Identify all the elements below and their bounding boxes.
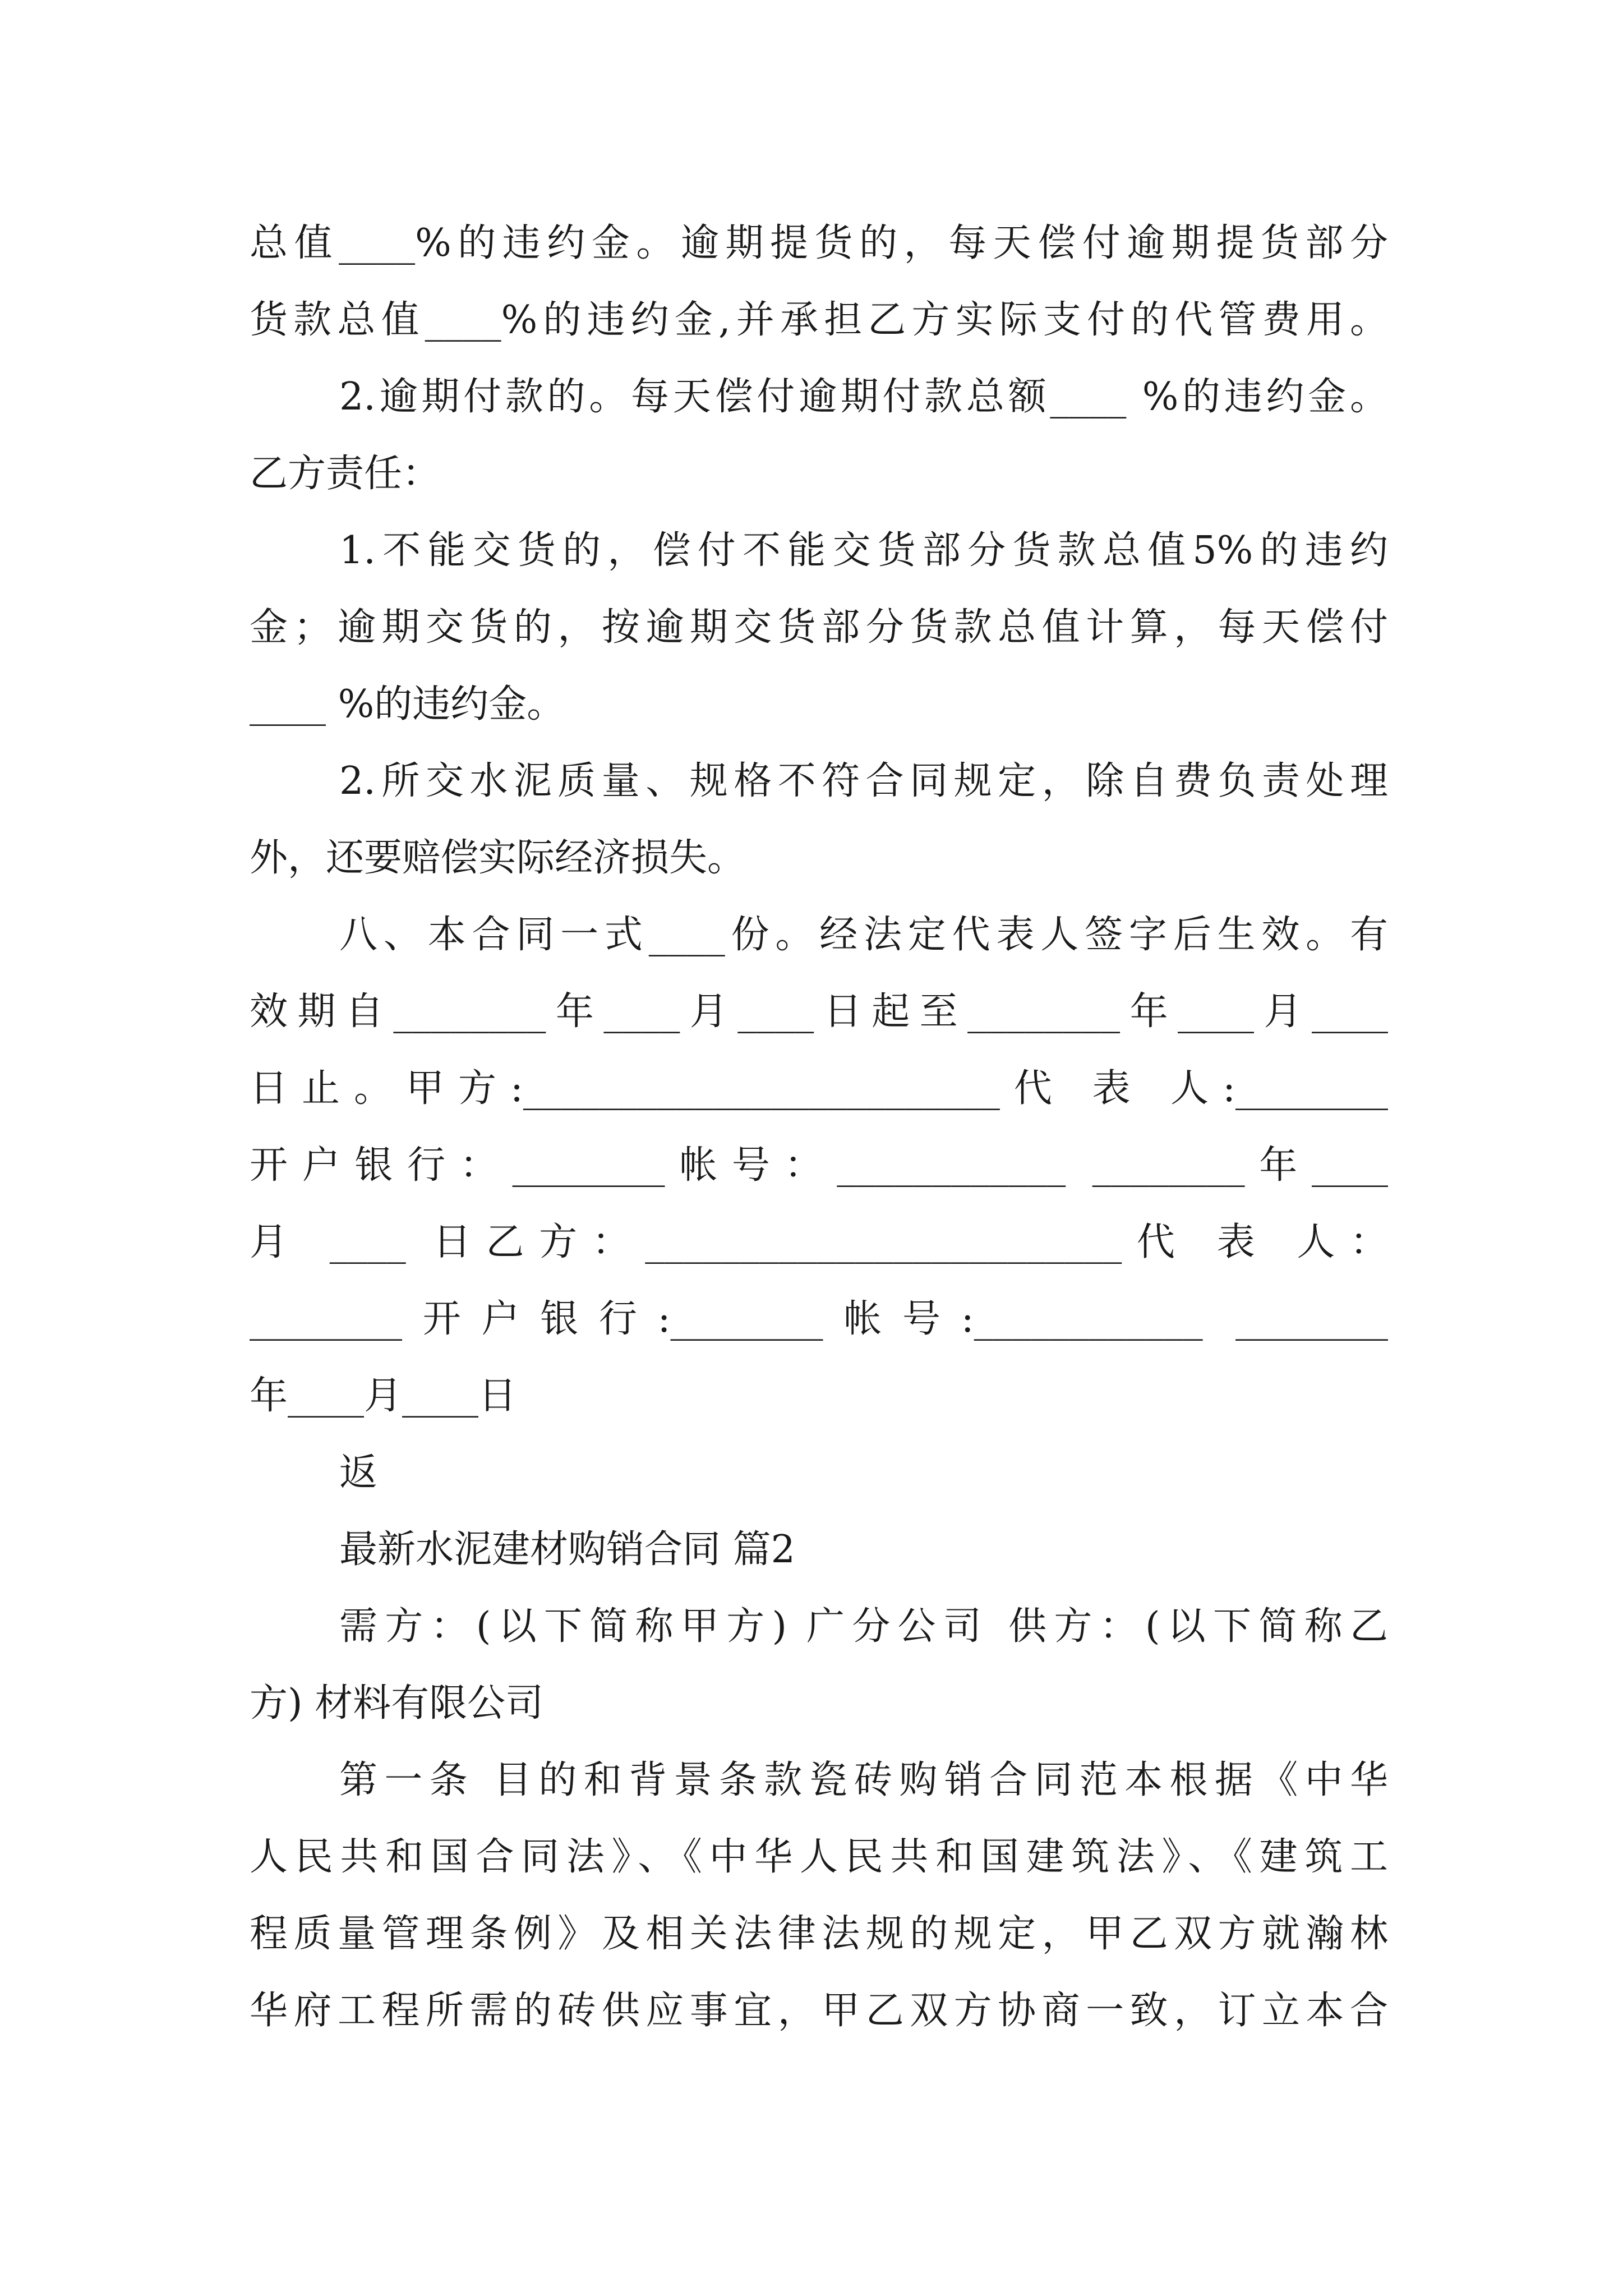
- text-line: 开户银行：________帐号：____________ ________年____: [250, 1143, 1388, 1188]
- text-line: 总值____%的违约金。逾期提货的，每天偿付逾期提货部分: [250, 221, 1388, 265]
- text-line: 2.逾期付款的。每天偿付逾期付款总额____ %的违约金。: [339, 375, 1388, 419]
- text-line: 效期自________年____月____日起至________年____月____: [250, 990, 1388, 1034]
- text-line: 程质量管理条例》及相关法律法规的规定，甲乙双方就瀚林: [250, 1912, 1388, 1956]
- text-line: 1.不能交货的，偿付不能交货部分货款总值5%的违约: [339, 528, 1388, 573]
- text-line: 方) 材料有限公司: [250, 1681, 544, 1726]
- text-line: 2.所交水泥质量、规格不符合同规定，除自费负责处理: [339, 759, 1388, 803]
- text-line: ________开户银行:________帐号:____________ ________: [250, 1297, 1388, 1341]
- text-line: 货款总值____%的违约金,并承担乙方实际支付的代管费用。: [250, 298, 1388, 342]
- text-line: 日止。甲方:_________________________代 表 人:________: [250, 1066, 1388, 1111]
- text-line: 第一条 目的和背景条款瓷砖购销合同范本根据《中华: [339, 1758, 1388, 1802]
- text-line: 年____月____日: [250, 1374, 517, 1418]
- text-line: 八、本合同一式____份。经法定代表人签字后生效。有: [339, 913, 1388, 957]
- text-line: ____ %的违约金。: [250, 682, 565, 726]
- text-line: 月 ____ 日乙方：_________________________代 表 人：: [250, 1220, 1388, 1264]
- section-title: 最新水泥建材购销合同 篇2: [339, 1527, 795, 1572]
- text-line: 需方：(以下简称甲方) 广分公司 供方：(以下简称乙: [339, 1604, 1388, 1649]
- text-line: 人民共和国合同法》、《中华人民共和国建筑法》、《建筑工: [250, 1835, 1388, 1879]
- text-line: 返: [339, 1451, 378, 1495]
- text-line: 外，还要赔偿实际经济损失。: [250, 836, 746, 880]
- text-line: 金；逾期交货的，按逾期交货部分货款总值计算，每天偿付: [250, 605, 1388, 650]
- text-line: 华府工程所需的砖供应事宜，甲乙双方协商一致，订立本合: [250, 1989, 1388, 2033]
- text-line: 乙方责任：: [250, 452, 441, 496]
